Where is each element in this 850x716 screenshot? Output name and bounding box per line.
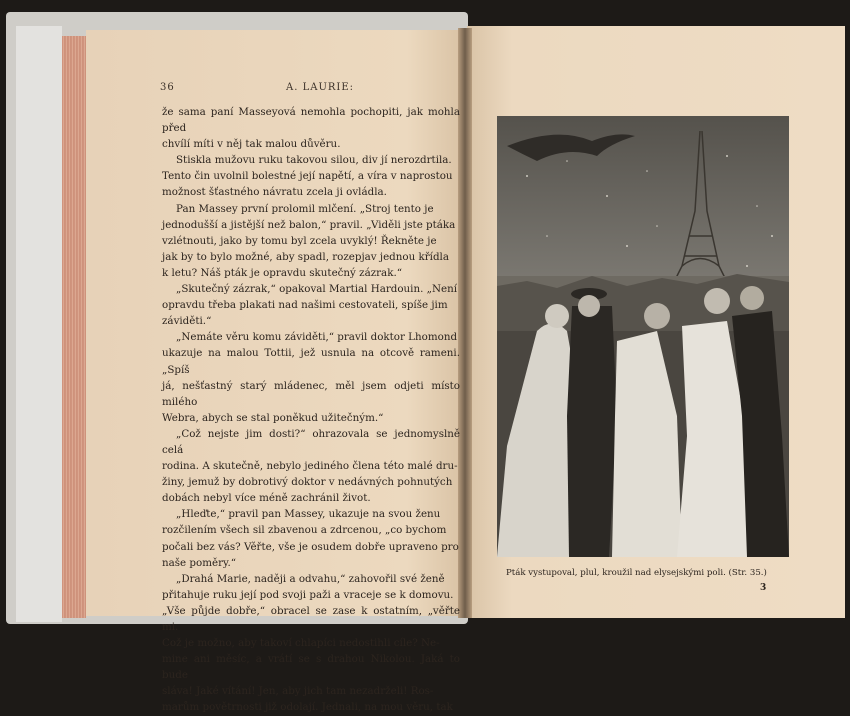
text-line: vzlétnouti, jako by tomu byl zcela uvyklý! Řekněte je — [162, 234, 437, 247]
text-line: možnost šťastného návratu zcela ji ovládla. — [162, 186, 387, 199]
text-line: Webra, abych se stal poněkud užitečným.“ — [162, 411, 384, 424]
cover-edge — [16, 26, 62, 622]
text-line: dobách nebyl více méně zachránil život. — [162, 492, 371, 505]
text-line: žiny, jemuž by dobrotivý doktor v nedávných pohnutých — [162, 476, 453, 489]
eiffel-tower-illustration — [497, 116, 789, 557]
text-line: jednodušší a jistější než balon,“ pravil. „Viděli jste ptáka — [162, 218, 456, 231]
text-line: „Nemáte věru komu záviděti,“ pravil doktor Lhomond — [176, 331, 458, 344]
illustration-caption: Pták vystupoval, plul, kroužil nad elysejskými poli. (Str. 35.) — [506, 568, 767, 578]
text-line: záviděti.“ — [162, 315, 212, 328]
text-line: k letu? Náš pták je opravdu skutečný zázrak.“ — [162, 266, 402, 279]
text-line: Pan Massey první prolomil mlčení. „Stroj tento je — [176, 202, 434, 215]
body-text — [162, 104, 460, 716]
text-line: „Vše půjde dobře,“ obracel se zase k ostatním, „věřte mi. — [162, 604, 460, 633]
page-edges — [62, 36, 86, 618]
page-folio: 3 — [760, 583, 767, 593]
page-number: 36 — [160, 82, 175, 93]
text-line: ukazuje na malou Tottii, jež usnula na otcově rameni. „Spíš — [162, 347, 460, 376]
text-line: počali bez vás? Věřte, vše je osudem dobře upraveno pro — [162, 540, 459, 553]
text-line: opravdu třeba plakati nad našimi cestovateli, spíše jim — [162, 299, 448, 312]
text-line: sláva! Jaké vítání! Jen, aby jich tam nezadrželi! Ros- — [162, 685, 434, 698]
text-line: mine ani měsíc, a vrátí se s drahou Nikolou. Jaká to bude — [162, 653, 460, 682]
text-line: Což je možno, aby takoví chlapíci nedostihli cíle? Ne- — [162, 637, 440, 650]
text-line: naše poměry.“ — [162, 556, 236, 569]
text-line: že sama paní Masseyová nemohla pochopiti, jak mohla před — [162, 106, 460, 135]
text-line: rodina. A skutečně, nebylo jediného člena této malé dru- — [162, 460, 458, 473]
text-line: „Což nejste jim dosti?“ ohrazovala se jednomyslně celá — [162, 427, 460, 456]
text-line: rozčilením všech sil zbavenou a zdrcenou, „co bychom — [162, 524, 447, 537]
text-line: jak by to bylo možné, aby spadl, rozepjav jednou křídla — [162, 250, 449, 263]
text-line: „Drahá Marie, naději a odvahu,“ zahovořil své ženě — [176, 572, 445, 585]
illustration-plate — [497, 116, 789, 557]
text-line: přitahuje ruku její pod svoji paži a vraceje se k domovu. — [162, 588, 454, 601]
running-head: A. LAURIE: — [286, 82, 355, 93]
text-line: chvílí míti v něj tak malou důvěru. — [162, 138, 341, 151]
text-line: marům povětrnosti již odolají. Jednali, na mou věru, tak — [162, 701, 453, 714]
book-gutter — [458, 28, 472, 618]
text-line: „Skutečný zázrak,“ opakoval Martial Hardouin. „Není — [176, 283, 458, 296]
text-line: Tento čin uvolnil bolestné její napětí, a víra v naprostou — [162, 170, 453, 183]
text-line: „Hleďte,“ pravil pan Massey, ukazuje na svou ženu — [176, 508, 441, 521]
text-line: Stiskla mužovu ruku takovou silou, div jí nerozdrtila. — [176, 154, 452, 167]
text-line: já, nešťastný starý mládenec, měl jsem odjeti místo milého — [162, 379, 460, 408]
